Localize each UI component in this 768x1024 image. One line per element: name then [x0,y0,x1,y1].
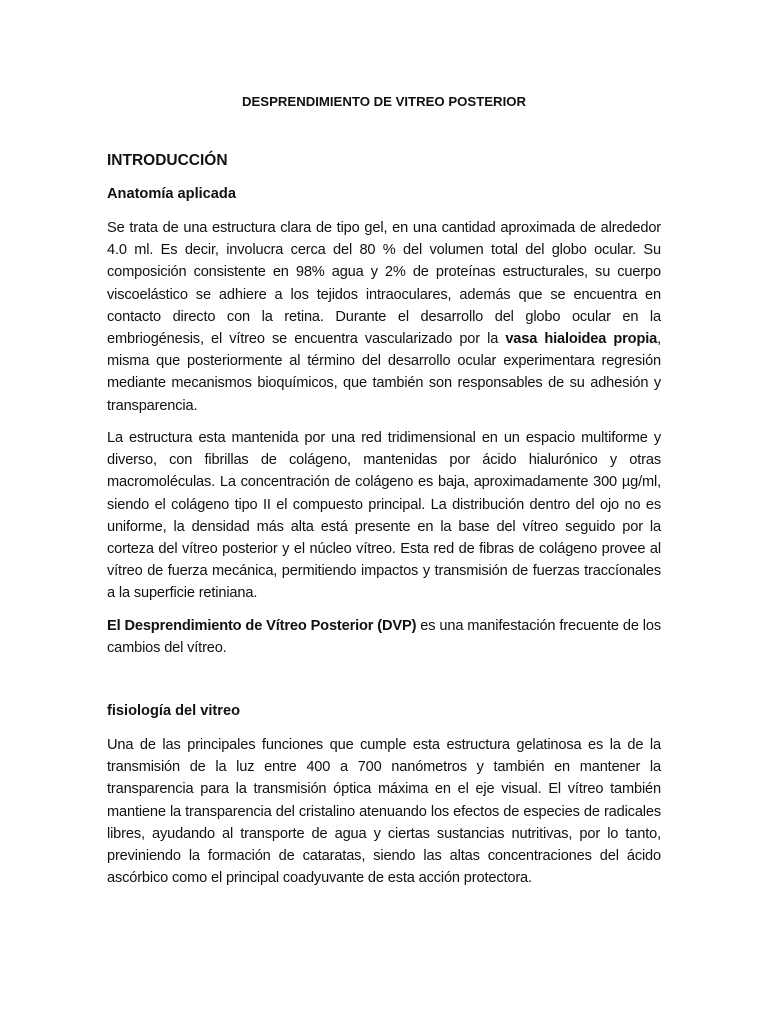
document-title: DESPRENDIMIENTO DE VITREO POSTERIOR [241,94,527,109]
paragraph-anatomy-text-1: Se trata de una estructura clara de tipo gel, en una cantidad aproximada de alrededor 4.0 ml. Es decir, involucra cerca del 80 % del volumen total del globo ocular. Su composición consistente en 98% agua y 2% de proteínas estructurales, su cuerpo viscoelástico se adhiere a los tejidos intraoculares, además que se encuentra en contacto directo con la retina. Durante el desarrollo del globo ocular en la embriogénesis, el vítreo se encuentra vascularizado por la [107,220,661,348]
section-heading-introduccion: INTRODUCCIÓN [107,152,228,169]
subsection-heading-fisiologia: fisiología del vitreo [107,703,240,719]
paragraph-dvp-text: es una manifestación frecuente de los cambios del vítreo. [107,618,661,657]
paragraph-physiology: Una de las principales funciones que cumple esta estructura gelatinosa es la de la transmisión de la luz entre 400 a 700 nanómetros y también en mantener la transparencia para la transmisión óptica máxima en el eje visual. El vítreo también mantiene la transparencia del cristalino atenuando los efectos de especies de radicales libres, ayudando al transporte de agua y ciertas sustancias nutritivas, por lo tanto, previniendo la formación de cataratas, siendo las altas concentraciones del ácido ascórbico como el principal coadyuvante de esta acción protectora. [107,737,661,887]
paragraph-anatomy-text-2: , misma que posteriormente al término del desarrollo ocular experimentara regresión mediante mecanismos bioquímicos, que también son responsables de su adhesión y transparencia. [107,331,661,414]
document-page [107,92,661,887]
subsection-heading-anatomia: Anatomía aplicada [107,186,236,202]
paragraph-structure: La estructura esta mantenida por una red tridimensional en un espacio multiforme y diverso, con fibrillas de colágeno, mantenidas por ácido hialurónico y otras macromoléculas. La concentración de colágeno es baja, aproximadamente 300 µg/ml, siendo el colágeno tipo II el compuesto principal. La distribución dentro del ojo no es uniforme, la densidad más alta está presente en la base del vítreo seguido por la corteza del vítreo posterior y el núcleo vítreo. Esta red de fibras de colágeno provee al vítreo de fuerza mecánica, permitiendo impactos y transmisión de fuerzas traccíonales a la superficie retiniana. [107,430,661,602]
paragraph-anatomy [107,217,661,417]
paragraph-dvp [107,615,661,659]
dvp-term: El Desprendimiento de Vítreo Posterior (DVP) [107,618,417,634]
vasa-hialoidea-term: vasa hialoidea propia [505,331,658,348]
